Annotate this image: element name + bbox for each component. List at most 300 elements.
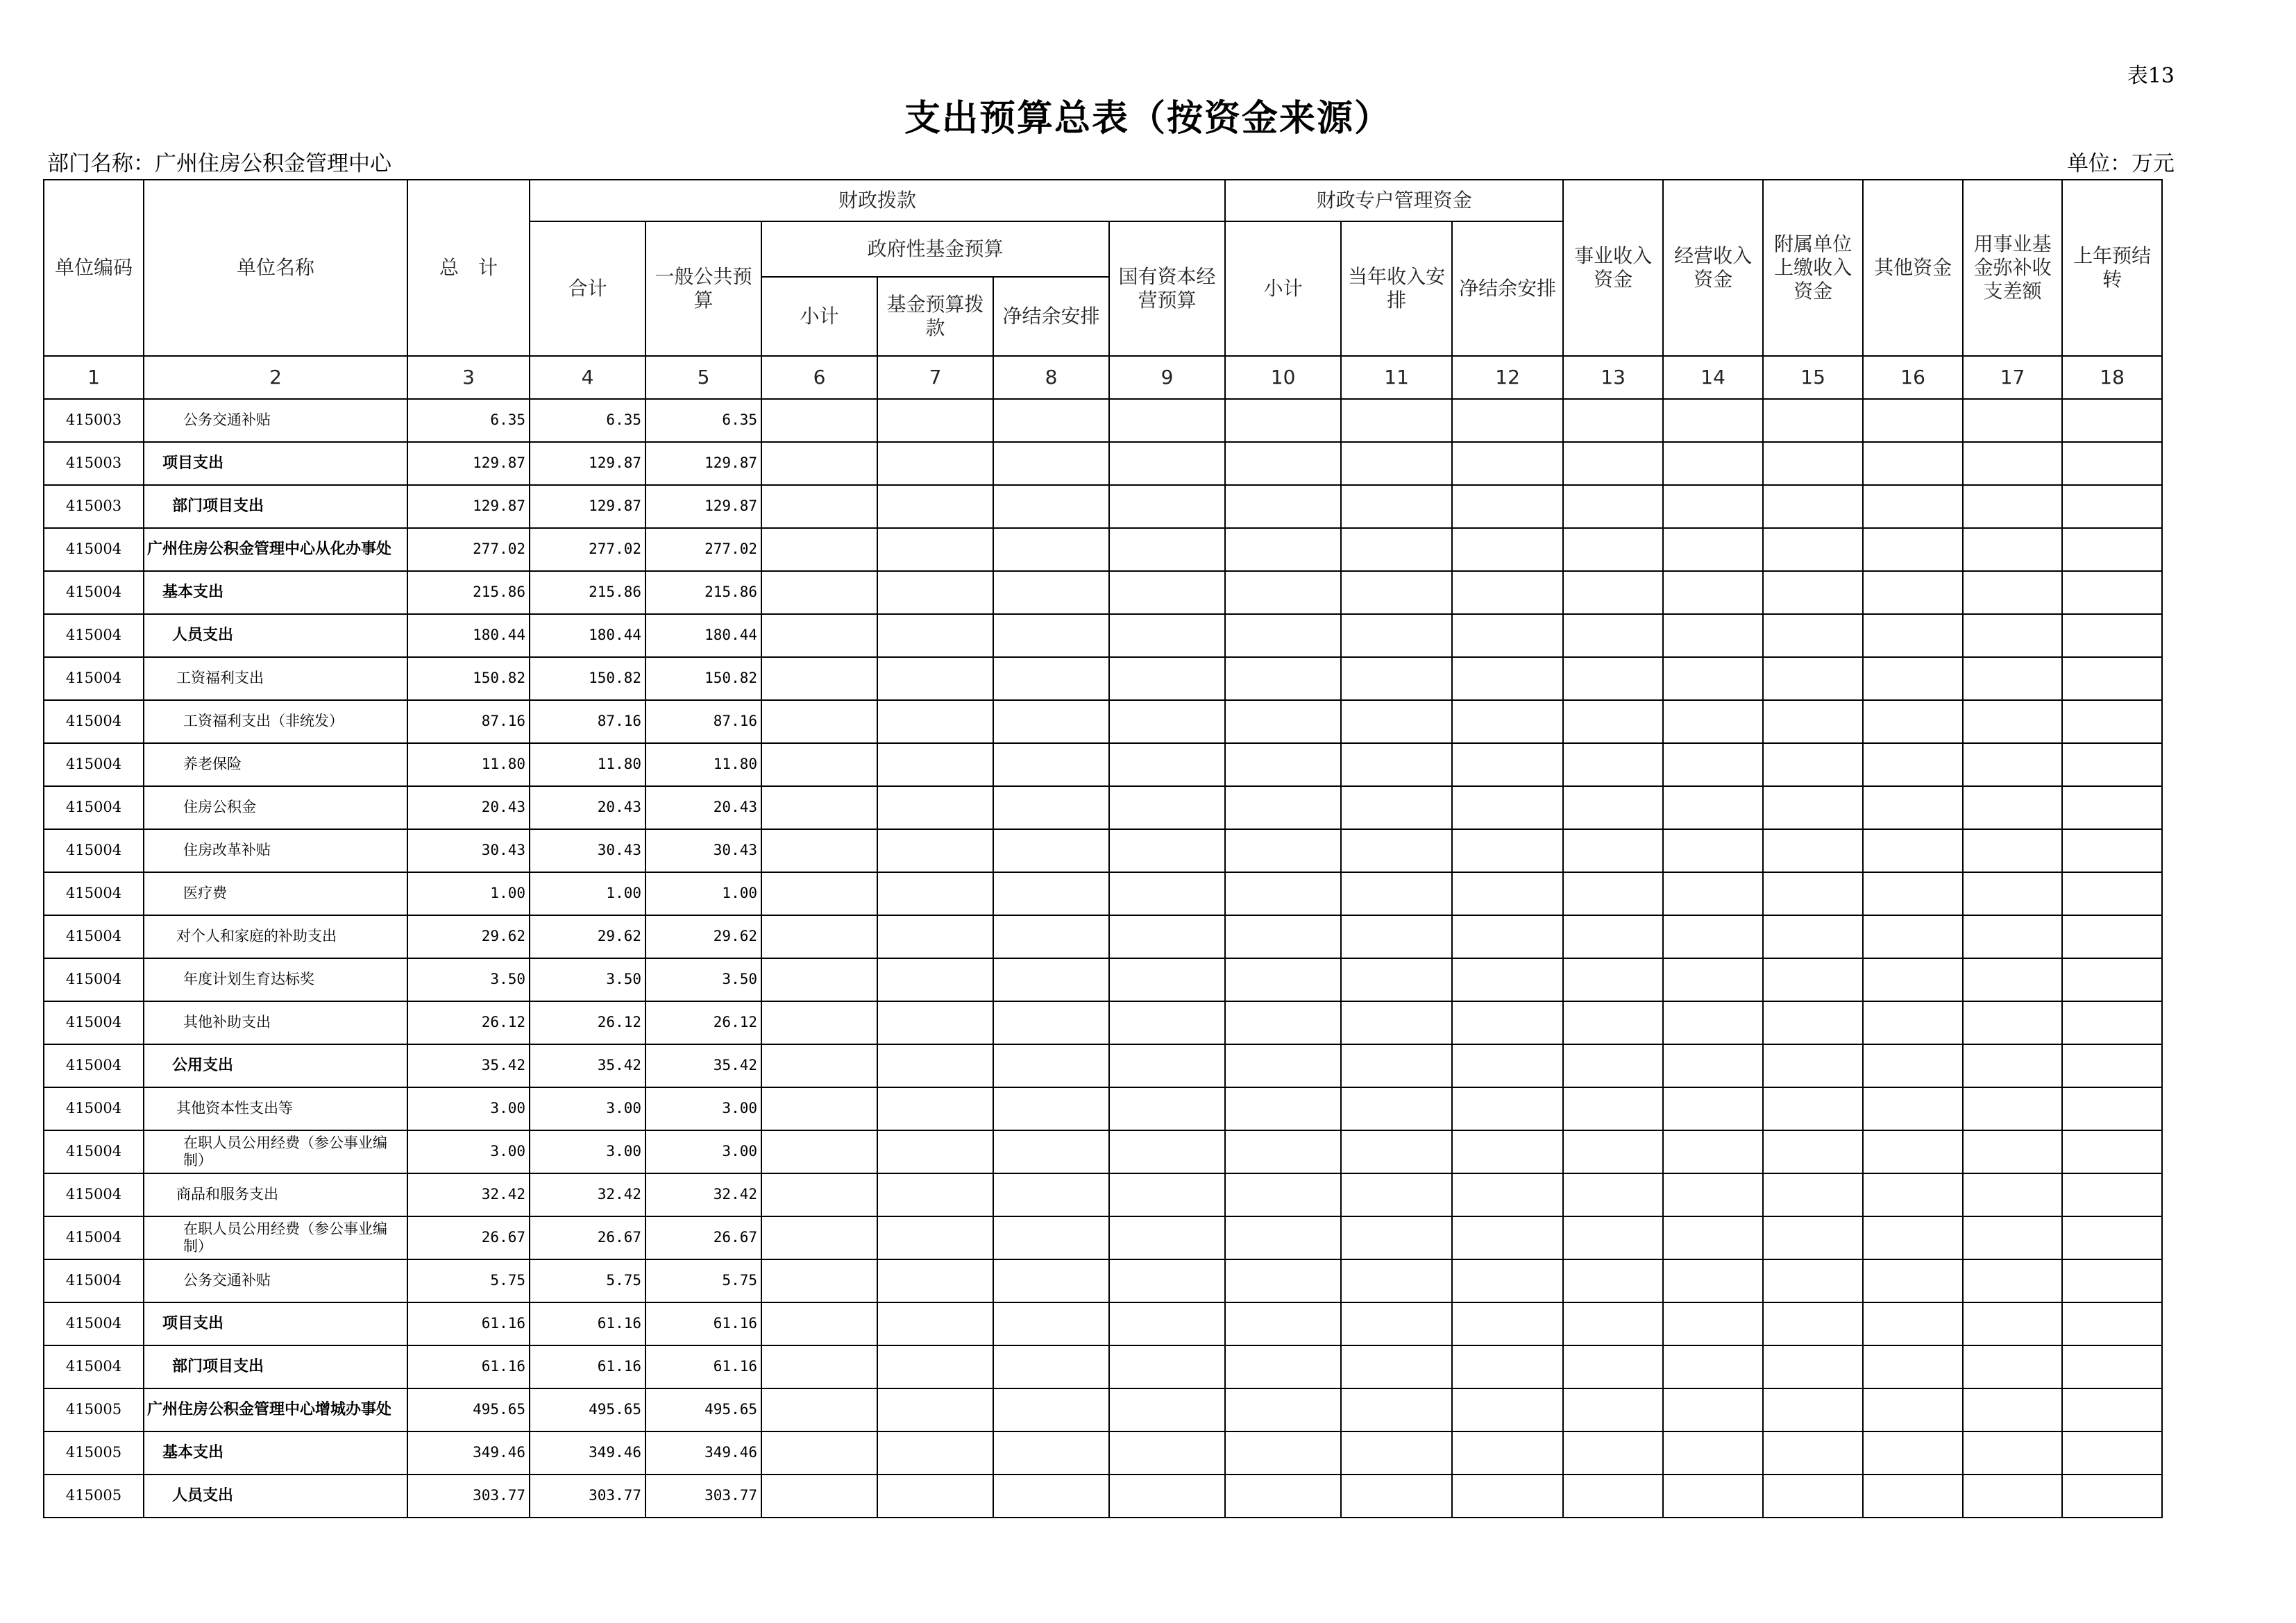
table-row <box>44 442 2162 485</box>
row-cell-col15 <box>1763 399 1863 442</box>
row-unit-code: 415004 <box>44 1173 144 1216</box>
row-unit-name: 基本支出 <box>144 571 407 614</box>
row-cell-col9 <box>1109 872 1225 915</box>
row-cell-col7 <box>877 1388 993 1431</box>
row-cell-col13 <box>1563 1130 1663 1173</box>
row-cell-col12 <box>1452 1087 1563 1130</box>
table-row <box>44 1475 2162 1518</box>
header-operating-income: 经营收入资金 <box>1663 180 1763 356</box>
column-number: 13 <box>1563 356 1663 399</box>
table-row <box>44 1302 2162 1345</box>
row-total: 26.67 <box>407 1216 530 1259</box>
row-cell-col17 <box>1963 1216 2062 1259</box>
row-sum: 180.44 <box>530 614 645 657</box>
header-gov-fund-budget: 政府性基金预算 <box>761 221 1109 277</box>
row-cell-col15 <box>1763 1087 1863 1130</box>
row-cell-col6 <box>761 1259 877 1302</box>
row-cell-col13 <box>1563 571 1663 614</box>
row-cell-col7 <box>877 657 993 700</box>
row-cell-col15 <box>1763 872 1863 915</box>
row-general-budget: 1.00 <box>645 872 761 915</box>
row-cell-col12 <box>1452 1431 1563 1475</box>
row-total: 5.75 <box>407 1259 530 1302</box>
row-cell-col13 <box>1563 743 1663 786</box>
row-cell-col17 <box>1963 1259 2062 1302</box>
row-cell-col17 <box>1963 1431 2062 1475</box>
row-cell-col7 <box>877 1345 993 1388</box>
row-cell-col13 <box>1563 399 1663 442</box>
row-cell-col18 <box>2062 1087 2162 1130</box>
row-cell-col13 <box>1563 1001 1663 1044</box>
row-cell-col17 <box>1963 958 2062 1001</box>
row-cell-col6 <box>761 1001 877 1044</box>
row-cell-col12 <box>1452 1345 1563 1388</box>
row-cell-col11 <box>1341 1044 1452 1087</box>
row-cell-col7 <box>877 1044 993 1087</box>
row-general-budget: 35.42 <box>645 1044 761 1087</box>
row-general-budget: 215.86 <box>645 571 761 614</box>
column-number: 2 <box>144 356 407 399</box>
row-unit-code: 415005 <box>44 1431 144 1475</box>
row-total: 215.86 <box>407 571 530 614</box>
row-cell-col11 <box>1341 829 1452 872</box>
row-cell-col8 <box>993 1173 1109 1216</box>
row-general-budget: 26.67 <box>645 1216 761 1259</box>
row-cell-col7 <box>877 1302 993 1345</box>
table-row <box>44 1345 2162 1388</box>
row-cell-col17 <box>1963 1388 2062 1431</box>
table-row <box>44 614 2162 657</box>
row-cell-col11 <box>1341 915 1452 958</box>
row-unit-name: 公用支出 <box>144 1044 407 1087</box>
row-unit-code: 415004 <box>44 872 144 915</box>
row-cell-col11 <box>1341 442 1452 485</box>
row-sum: 30.43 <box>530 829 645 872</box>
row-unit-code: 415004 <box>44 1216 144 1259</box>
row-cell-col11 <box>1341 1345 1452 1388</box>
row-cell-col10 <box>1225 1259 1341 1302</box>
row-unit-code: 415004 <box>44 1345 144 1388</box>
row-cell-col13 <box>1563 485 1663 528</box>
row-cell-col6 <box>761 399 877 442</box>
row-cell-col11 <box>1341 528 1452 571</box>
row-sum: 26.12 <box>530 1001 645 1044</box>
row-cell-col13 <box>1563 915 1663 958</box>
row-cell-col9 <box>1109 743 1225 786</box>
row-cell-col6 <box>761 614 877 657</box>
row-cell-col11 <box>1341 1216 1452 1259</box>
row-cell-col8 <box>993 528 1109 571</box>
row-sum: 215.86 <box>530 571 645 614</box>
row-cell-col17 <box>1963 872 2062 915</box>
row-cell-col8 <box>993 1475 1109 1518</box>
row-cell-col13 <box>1563 657 1663 700</box>
row-cell-col7 <box>877 442 993 485</box>
row-cell-col12 <box>1452 872 1563 915</box>
row-unit-name: 工资福利支出 <box>144 657 407 700</box>
row-unit-name: 广州住房公积金管理中心从化办事处 <box>144 528 407 571</box>
row-cell-col18 <box>2062 485 2162 528</box>
row-cell-col10 <box>1225 1388 1341 1431</box>
row-unit-code: 415003 <box>44 442 144 485</box>
row-sum: 3.00 <box>530 1130 645 1173</box>
row-cell-col18 <box>2062 1302 2162 1345</box>
row-cell-col12 <box>1452 399 1563 442</box>
row-cell-col12 <box>1452 915 1563 958</box>
row-cell-col16 <box>1863 1044 1963 1087</box>
row-sum: 32.42 <box>530 1173 645 1216</box>
row-cell-col6 <box>761 1302 877 1345</box>
row-cell-col11 <box>1341 1173 1452 1216</box>
table-row <box>44 958 2162 1001</box>
row-general-budget: 277.02 <box>645 528 761 571</box>
row-sum: 11.80 <box>530 743 645 786</box>
row-sum: 20.43 <box>530 786 645 829</box>
table-row <box>44 571 2162 614</box>
row-cell-col16 <box>1863 571 1963 614</box>
row-total: 180.44 <box>407 614 530 657</box>
row-cell-col10 <box>1225 485 1341 528</box>
row-cell-col8 <box>993 614 1109 657</box>
row-cell-col18 <box>2062 829 2162 872</box>
header-other-funds: 其他资金 <box>1863 180 1963 356</box>
row-cell-col18 <box>2062 442 2162 485</box>
row-cell-col13 <box>1563 829 1663 872</box>
header-unit-code: 单位编码 <box>44 180 144 356</box>
row-cell-col14 <box>1663 657 1763 700</box>
row-general-budget: 303.77 <box>645 1475 761 1518</box>
row-unit-code: 415004 <box>44 786 144 829</box>
row-unit-code: 415004 <box>44 528 144 571</box>
row-cell-col17 <box>1963 657 2062 700</box>
row-general-budget: 87.16 <box>645 700 761 743</box>
row-total: 61.16 <box>407 1345 530 1388</box>
row-cell-col18 <box>2062 743 2162 786</box>
row-cell-col6 <box>761 700 877 743</box>
row-cell-col11 <box>1341 485 1452 528</box>
header-fund-subtotal: 小计 <box>761 277 877 356</box>
header-fiscal-special-account: 财政专户管理资金 <box>1225 180 1563 221</box>
row-cell-col12 <box>1452 1216 1563 1259</box>
table-row <box>44 1130 2162 1173</box>
row-cell-col11 <box>1341 958 1452 1001</box>
row-cell-col18 <box>2062 614 2162 657</box>
row-cell-col16 <box>1863 1475 1963 1518</box>
row-cell-col10 <box>1225 1431 1341 1475</box>
row-cell-col11 <box>1341 1087 1452 1130</box>
row-cell-col13 <box>1563 1173 1663 1216</box>
row-sum: 349.46 <box>530 1431 645 1475</box>
row-total: 150.82 <box>407 657 530 700</box>
row-unit-code: 415003 <box>44 485 144 528</box>
row-cell-col6 <box>761 1345 877 1388</box>
row-sum: 129.87 <box>530 485 645 528</box>
row-cell-col6 <box>761 786 877 829</box>
row-cell-col15 <box>1763 786 1863 829</box>
row-cell-col12 <box>1452 1173 1563 1216</box>
row-cell-col7 <box>877 1216 993 1259</box>
row-cell-col10 <box>1225 528 1341 571</box>
row-cell-col11 <box>1341 872 1452 915</box>
table-number: 表13 <box>2127 64 2175 88</box>
row-cell-col12 <box>1452 700 1563 743</box>
row-cell-col18 <box>2062 1475 2162 1518</box>
row-cell-col11 <box>1341 1130 1452 1173</box>
row-cell-col13 <box>1563 872 1663 915</box>
row-cell-col9 <box>1109 786 1225 829</box>
row-unit-name: 在职人员公用经费（参公事业编制） <box>144 1216 407 1259</box>
header-business-fund: 用事业基金弥补收支差额 <box>1963 180 2062 356</box>
row-cell-col8 <box>993 829 1109 872</box>
row-cell-col8 <box>993 485 1109 528</box>
row-unit-code: 415004 <box>44 958 144 1001</box>
row-cell-col12 <box>1452 829 1563 872</box>
row-cell-col17 <box>1963 1173 2062 1216</box>
column-number: 14 <box>1663 356 1763 399</box>
header-state-capital: 国有资本经营预算 <box>1109 221 1225 356</box>
row-cell-col14 <box>1663 1130 1763 1173</box>
row-cell-col8 <box>993 700 1109 743</box>
row-cell-col17 <box>1963 1044 2062 1087</box>
row-cell-col9 <box>1109 1302 1225 1345</box>
row-cell-col17 <box>1963 743 2062 786</box>
table-row <box>44 1216 2162 1259</box>
row-cell-col13 <box>1563 1388 1663 1431</box>
row-cell-col14 <box>1663 1302 1763 1345</box>
row-sum: 29.62 <box>530 915 645 958</box>
row-total: 349.46 <box>407 1431 530 1475</box>
row-cell-col15 <box>1763 1475 1863 1518</box>
row-cell-col12 <box>1452 1388 1563 1431</box>
column-number: 3 <box>407 356 530 399</box>
row-cell-col18 <box>2062 1044 2162 1087</box>
row-total: 495.65 <box>407 1388 530 1431</box>
row-cell-col15 <box>1763 485 1863 528</box>
column-number: 9 <box>1109 356 1225 399</box>
row-cell-col16 <box>1863 1431 1963 1475</box>
row-unit-name: 公务交通补贴 <box>144 1259 407 1302</box>
row-cell-col17 <box>1963 614 2062 657</box>
row-cell-col7 <box>877 485 993 528</box>
row-cell-col10 <box>1225 1173 1341 1216</box>
row-cell-col7 <box>877 399 993 442</box>
row-cell-col11 <box>1341 1001 1452 1044</box>
row-cell-col16 <box>1863 614 1963 657</box>
row-cell-col8 <box>993 786 1109 829</box>
row-cell-col10 <box>1225 657 1341 700</box>
row-cell-col16 <box>1863 1001 1963 1044</box>
row-cell-col8 <box>993 915 1109 958</box>
row-cell-col9 <box>1109 1044 1225 1087</box>
row-unit-code: 415005 <box>44 1475 144 1518</box>
row-cell-col14 <box>1663 872 1763 915</box>
row-total: 61.16 <box>407 1302 530 1345</box>
row-cell-col12 <box>1452 614 1563 657</box>
row-unit-code: 415003 <box>44 399 144 442</box>
row-total: 30.43 <box>407 829 530 872</box>
table-row <box>44 1431 2162 1475</box>
row-cell-col9 <box>1109 1087 1225 1130</box>
row-cell-col10 <box>1225 1302 1341 1345</box>
row-unit-name: 工资福利支出（非统发） <box>144 700 407 743</box>
row-cell-col17 <box>1963 1345 2062 1388</box>
row-cell-col12 <box>1452 571 1563 614</box>
row-general-budget: 61.16 <box>645 1302 761 1345</box>
row-unit-code: 415004 <box>44 657 144 700</box>
row-cell-col18 <box>2062 1216 2162 1259</box>
column-number: 12 <box>1452 356 1563 399</box>
row-cell-col18 <box>2062 571 2162 614</box>
row-total: 1.00 <box>407 872 530 915</box>
row-cell-col9 <box>1109 1388 1225 1431</box>
row-sum: 3.00 <box>530 1087 645 1130</box>
row-cell-col17 <box>1963 1302 2062 1345</box>
row-cell-col10 <box>1225 1345 1341 1388</box>
row-sum: 87.16 <box>530 700 645 743</box>
row-cell-col16 <box>1863 528 1963 571</box>
row-total: 11.80 <box>407 743 530 786</box>
row-cell-col18 <box>2062 1345 2162 1388</box>
table-row <box>44 1173 2162 1216</box>
row-cell-col8 <box>993 743 1109 786</box>
row-cell-col8 <box>993 1216 1109 1259</box>
header-last-year-carry: 上年预结转 <box>2062 180 2162 356</box>
row-cell-col7 <box>877 1259 993 1302</box>
row-cell-col16 <box>1863 743 1963 786</box>
table-row <box>44 1087 2162 1130</box>
row-cell-col17 <box>1963 1130 2062 1173</box>
row-cell-col8 <box>993 1259 1109 1302</box>
row-cell-col7 <box>877 1431 993 1475</box>
row-cell-col16 <box>1863 700 1963 743</box>
row-cell-col15 <box>1763 829 1863 872</box>
page-title: 支出预算总表（按资金来源） <box>904 98 1392 139</box>
row-cell-col7 <box>877 1173 993 1216</box>
row-cell-col6 <box>761 1431 877 1475</box>
row-sum: 1.00 <box>530 872 645 915</box>
row-cell-col15 <box>1763 1216 1863 1259</box>
row-unit-code: 415004 <box>44 571 144 614</box>
row-unit-name: 对个人和家庭的补助支出 <box>144 915 407 958</box>
row-cell-col15 <box>1763 915 1863 958</box>
row-cell-col8 <box>993 872 1109 915</box>
row-cell-col6 <box>761 829 877 872</box>
row-unit-name: 部门项目支出 <box>144 1345 407 1388</box>
row-cell-col15 <box>1763 1388 1863 1431</box>
row-cell-col15 <box>1763 1130 1863 1173</box>
row-unit-name: 人员支出 <box>144 614 407 657</box>
row-total: 29.62 <box>407 915 530 958</box>
unit-label: 单位：万元 <box>2067 151 2175 176</box>
row-cell-col16 <box>1863 872 1963 915</box>
row-unit-code: 415004 <box>44 1302 144 1345</box>
row-unit-name: 在职人员公用经费（参公事业编制） <box>144 1130 407 1173</box>
row-unit-name: 年度计划生育达标奖 <box>144 958 407 1001</box>
table-row <box>44 657 2162 700</box>
row-cell-col14 <box>1663 786 1763 829</box>
row-cell-col17 <box>1963 528 2062 571</box>
row-total: 129.87 <box>407 485 530 528</box>
row-cell-col12 <box>1452 528 1563 571</box>
row-unit-name: 医疗费 <box>144 872 407 915</box>
row-cell-col15 <box>1763 743 1863 786</box>
row-cell-col16 <box>1863 657 1963 700</box>
column-number-row <box>44 356 2162 399</box>
row-cell-col7 <box>877 1001 993 1044</box>
column-number: 4 <box>530 356 645 399</box>
row-cell-col10 <box>1225 399 1341 442</box>
row-cell-col11 <box>1341 399 1452 442</box>
row-cell-col10 <box>1225 958 1341 1001</box>
row-cell-col7 <box>877 872 993 915</box>
row-unit-code: 415004 <box>44 829 144 872</box>
row-cell-col12 <box>1452 657 1563 700</box>
row-general-budget: 26.12 <box>645 1001 761 1044</box>
row-cell-col14 <box>1663 700 1763 743</box>
row-cell-col7 <box>877 829 993 872</box>
row-general-budget: 3.00 <box>645 1087 761 1130</box>
row-cell-col13 <box>1563 1044 1663 1087</box>
row-cell-col6 <box>761 872 877 915</box>
header-fiscal-allocation: 财政拨款 <box>530 180 1225 221</box>
row-cell-col13 <box>1563 786 1663 829</box>
row-cell-col11 <box>1341 700 1452 743</box>
row-cell-col14 <box>1663 485 1763 528</box>
column-number: 5 <box>645 356 761 399</box>
row-total: 129.87 <box>407 442 530 485</box>
row-sum: 277.02 <box>530 528 645 571</box>
row-cell-col10 <box>1225 1044 1341 1087</box>
row-cell-col6 <box>761 571 877 614</box>
row-total: 3.00 <box>407 1130 530 1173</box>
row-cell-col17 <box>1963 1001 2062 1044</box>
row-unit-code: 415004 <box>44 1130 144 1173</box>
row-cell-col11 <box>1341 1302 1452 1345</box>
row-cell-col7 <box>877 700 993 743</box>
row-unit-name: 商品和服务支出 <box>144 1173 407 1216</box>
row-unit-name: 基本支出 <box>144 1431 407 1475</box>
row-cell-col10 <box>1225 1001 1341 1044</box>
row-cell-col7 <box>877 614 993 657</box>
row-cell-col15 <box>1763 571 1863 614</box>
row-unit-code: 415004 <box>44 1259 144 1302</box>
row-cell-col8 <box>993 958 1109 1001</box>
row-cell-col10 <box>1225 829 1341 872</box>
row-cell-col7 <box>877 958 993 1001</box>
row-sum: 495.65 <box>530 1388 645 1431</box>
row-cell-col9 <box>1109 485 1225 528</box>
row-cell-col9 <box>1109 399 1225 442</box>
row-total: 20.43 <box>407 786 530 829</box>
table-row <box>44 786 2162 829</box>
row-cell-col6 <box>761 1388 877 1431</box>
row-unit-name: 人员支出 <box>144 1475 407 1518</box>
row-cell-col6 <box>761 528 877 571</box>
row-general-budget: 11.80 <box>645 743 761 786</box>
row-cell-col11 <box>1341 1475 1452 1518</box>
row-cell-col6 <box>761 442 877 485</box>
header-current-income: 当年收入安排 <box>1341 221 1452 356</box>
column-number: 6 <box>761 356 877 399</box>
row-total: 87.16 <box>407 700 530 743</box>
row-cell-col14 <box>1663 1475 1763 1518</box>
header-special-net-balance: 净结余安排 <box>1452 221 1563 356</box>
row-cell-col12 <box>1452 1130 1563 1173</box>
row-unit-code: 415004 <box>44 700 144 743</box>
row-cell-col11 <box>1341 1431 1452 1475</box>
row-cell-col13 <box>1563 958 1663 1001</box>
row-cell-col13 <box>1563 528 1663 571</box>
